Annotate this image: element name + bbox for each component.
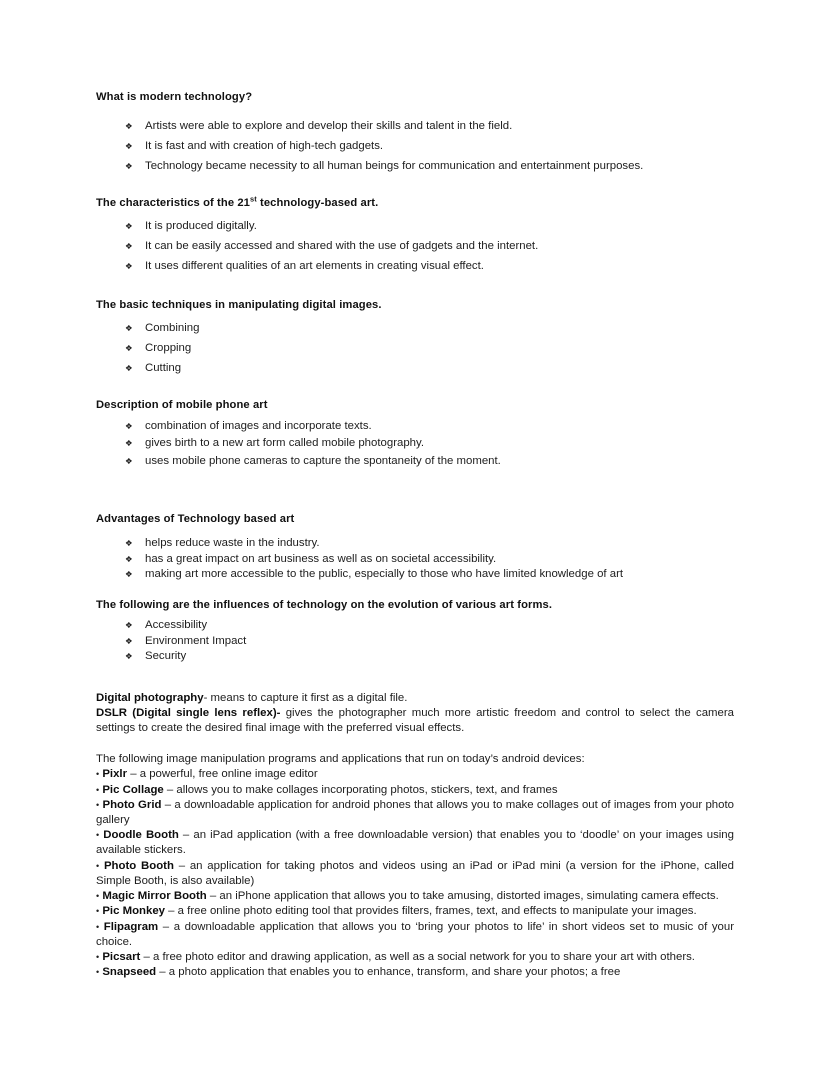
list-item-label: Combining [145, 322, 200, 334]
app-entry-flipagram [96, 920, 734, 950]
list-item-label: Security [145, 650, 187, 663]
bullet-list-characteristics [96, 216, 734, 276]
section-heading-basic-techniques: The basic techniques in manipulating digital images. [96, 299, 382, 311]
app-name: Photo Grid [102, 798, 162, 811]
diamond-bullet-icon: ❖ [125, 343, 133, 353]
definition-term: DSLR (Digital single lens reflex)- [96, 706, 281, 719]
section-heading-mobile-phone-art: Description of mobile phone art [96, 399, 268, 411]
diamond-bullet-icon: ❖ [125, 635, 133, 646]
list-item [96, 338, 734, 358]
app-description: – an iPad application (with a free downloadable version) that enables you to ‘doodle’ on your images using available stickers. [96, 829, 734, 857]
list-item [96, 236, 734, 256]
list-item [96, 552, 734, 567]
dot-bullet-icon: • [96, 967, 100, 978]
dot-bullet-icon: • [96, 891, 100, 902]
list-item [96, 453, 734, 470]
list-item-label: It is produced digitally. [145, 220, 257, 232]
app-description: – a photo application that enables you to enhance, transform, and share your photos; a free [156, 966, 621, 979]
app-name: Pic Collage [102, 783, 164, 796]
app-description: – allows you to make collages incorporating photos, stickers, text, and frames [163, 783, 558, 796]
list-item-label: Artists were able to explore and develop their skills and talent in the field. [145, 120, 513, 132]
dot-bullet-icon: • [96, 921, 100, 932]
diamond-bullet-icon: ❖ [125, 261, 133, 271]
app-entry-magic-mirror-booth [96, 889, 734, 904]
diamond-bullet-icon: ❖ [125, 455, 133, 466]
list-item-label: Cutting [145, 362, 182, 374]
diamond-bullet-icon: ❖ [125, 569, 133, 580]
app-name: Pic Monkey [102, 905, 165, 918]
app-description: – a free photo editor and drawing application, as well as a social network for you to share your art with others. [140, 950, 695, 963]
diamond-bullet-icon: ❖ [125, 651, 133, 662]
app-entry-pixlr [96, 767, 734, 782]
definition-description: - means to capture it first as a digital file. [203, 691, 408, 704]
dot-bullet-icon: • [96, 784, 100, 795]
bullet-list-advantages [96, 536, 734, 582]
diamond-bullet-icon: ❖ [125, 161, 133, 171]
list-item-label: has a great impact on art business as well as on societal accessibility. [145, 552, 497, 565]
list-item [96, 536, 734, 551]
app-entry-picsart [96, 950, 734, 965]
list-item [96, 116, 734, 136]
bullet-list-influences [96, 618, 734, 664]
diamond-bullet-icon: ❖ [125, 620, 133, 631]
document-body [96, 90, 734, 980]
app-description: – a powerful, free online image editor [127, 768, 318, 781]
diamond-bullet-icon: ❖ [125, 141, 133, 151]
list-item [96, 256, 734, 276]
bullet-list-mobile-phone-art [96, 418, 734, 470]
app-name: Doodle Booth [103, 829, 179, 842]
list-item [96, 156, 734, 176]
list-item-label: Accessibility [145, 619, 208, 632]
list-item-label: uses mobile phone cameras to capture the spontaneity of the moment. [145, 454, 501, 467]
dot-bullet-icon: • [96, 860, 100, 871]
app-entry-pic-monkey [96, 904, 734, 919]
app-description: – an iPhone application that allows you to take amusing, distorted images, simulating camera effects. [206, 890, 719, 903]
app-entry-photo-grid [96, 798, 734, 828]
diamond-bullet-icon: ❖ [125, 241, 133, 251]
section-heading-modern-technology: What is modern technology? [96, 91, 253, 103]
app-name: Photo Booth [103, 859, 174, 872]
list-item [96, 649, 734, 664]
app-entry-snapseed [96, 965, 734, 980]
diamond-bullet-icon: ❖ [125, 553, 133, 564]
heading-text-post: technology-based art. [256, 197, 379, 209]
list-item-label: helps reduce waste in the industry. [145, 537, 320, 550]
definition-term: Digital photography [96, 691, 204, 704]
list-item-label: Cropping [145, 342, 192, 354]
list-item [96, 634, 734, 649]
app-name: Snapseed [102, 966, 157, 979]
app-name: Flipagram [103, 920, 159, 933]
list-item [96, 435, 734, 452]
list-item [96, 318, 734, 338]
list-item-label: Technology became necessity to all human beings for communication and entertainment purposes. [145, 160, 644, 172]
app-description: – a downloadable application for android phones that allows you to make collages out of images from your photo gallery [96, 798, 734, 827]
list-item-label: combination of images and incorporate texts. [145, 420, 372, 432]
dot-bullet-icon: • [96, 906, 100, 917]
definition-dslr [96, 706, 734, 736]
bullet-list-basic-techniques [96, 318, 734, 378]
app-entry-pic-collage [96, 783, 734, 798]
diamond-bullet-icon: ❖ [125, 323, 133, 333]
apps-intro-text: The following image manipulation programs and applications that run on today’s android devices: [96, 753, 585, 766]
dot-bullet-icon: • [96, 951, 100, 962]
definition-description: gives the photographer much more artistic freedom and control to select the camera settings to create the desired final image with the preferred visual effects. [96, 706, 734, 735]
diamond-bullet-icon: ❖ [125, 538, 133, 549]
heading-text-pre: The characteristics of the 21 [96, 197, 250, 209]
section-heading-influences: The following are the influences of technology on the evolution of various art forms. [96, 599, 553, 612]
bullet-list-modern-technology [96, 116, 734, 176]
diamond-bullet-icon: ❖ [125, 221, 133, 231]
app-name: Pixlr [102, 768, 128, 781]
section-heading-characteristics [96, 196, 734, 210]
app-name: Picsart [102, 950, 141, 963]
dot-bullet-icon: • [96, 769, 100, 780]
heading-superscript: st [250, 194, 257, 204]
app-entry-doodle-booth [96, 828, 734, 858]
list-item [96, 358, 734, 378]
dot-bullet-icon: • [96, 799, 100, 810]
diamond-bullet-icon: ❖ [125, 363, 133, 373]
list-item-label: gives birth to a new art form called mobile photography. [145, 437, 425, 450]
list-item [96, 216, 734, 236]
list-item-label: It can be easily accessed and shared with the use of gadgets and the internet. [145, 240, 539, 252]
diamond-bullet-icon: ❖ [125, 121, 133, 131]
list-item [96, 567, 734, 582]
list-item-label: It is fast and with creation of high-tech gadgets. [145, 140, 384, 152]
list-item-label: It uses different qualities of an art elements in creating visual effect. [145, 260, 484, 272]
list-item [96, 136, 734, 156]
definition-digital-photography [96, 691, 734, 706]
dot-bullet-icon: • [96, 830, 100, 841]
diamond-bullet-icon: ❖ [125, 438, 133, 449]
app-description: – a free online photo editing tool that provides filters, frames, text, and effects to manipulate your images. [165, 905, 697, 918]
list-item [96, 418, 734, 435]
app-entry-photo-booth [96, 859, 734, 889]
list-item-label: Environment Impact [145, 634, 247, 647]
list-item-label: making art more accessible to the public, especially to those who have limited knowledge of art [145, 568, 624, 581]
diamond-bullet-icon: ❖ [125, 421, 133, 431]
app-description: – an application for taking photos and videos using an iPad or iPad mini (a version for the iPhone, called Simple Booth, is also available) [96, 859, 734, 887]
list-item [96, 618, 734, 633]
section-heading-advantages: Advantages of Technology based art [96, 513, 295, 526]
app-name: Magic Mirror Booth [102, 890, 207, 903]
app-description: – a downloadable application that allows you to ‘bring your photos to life’ in short videos set to music of your choice. [96, 920, 734, 948]
